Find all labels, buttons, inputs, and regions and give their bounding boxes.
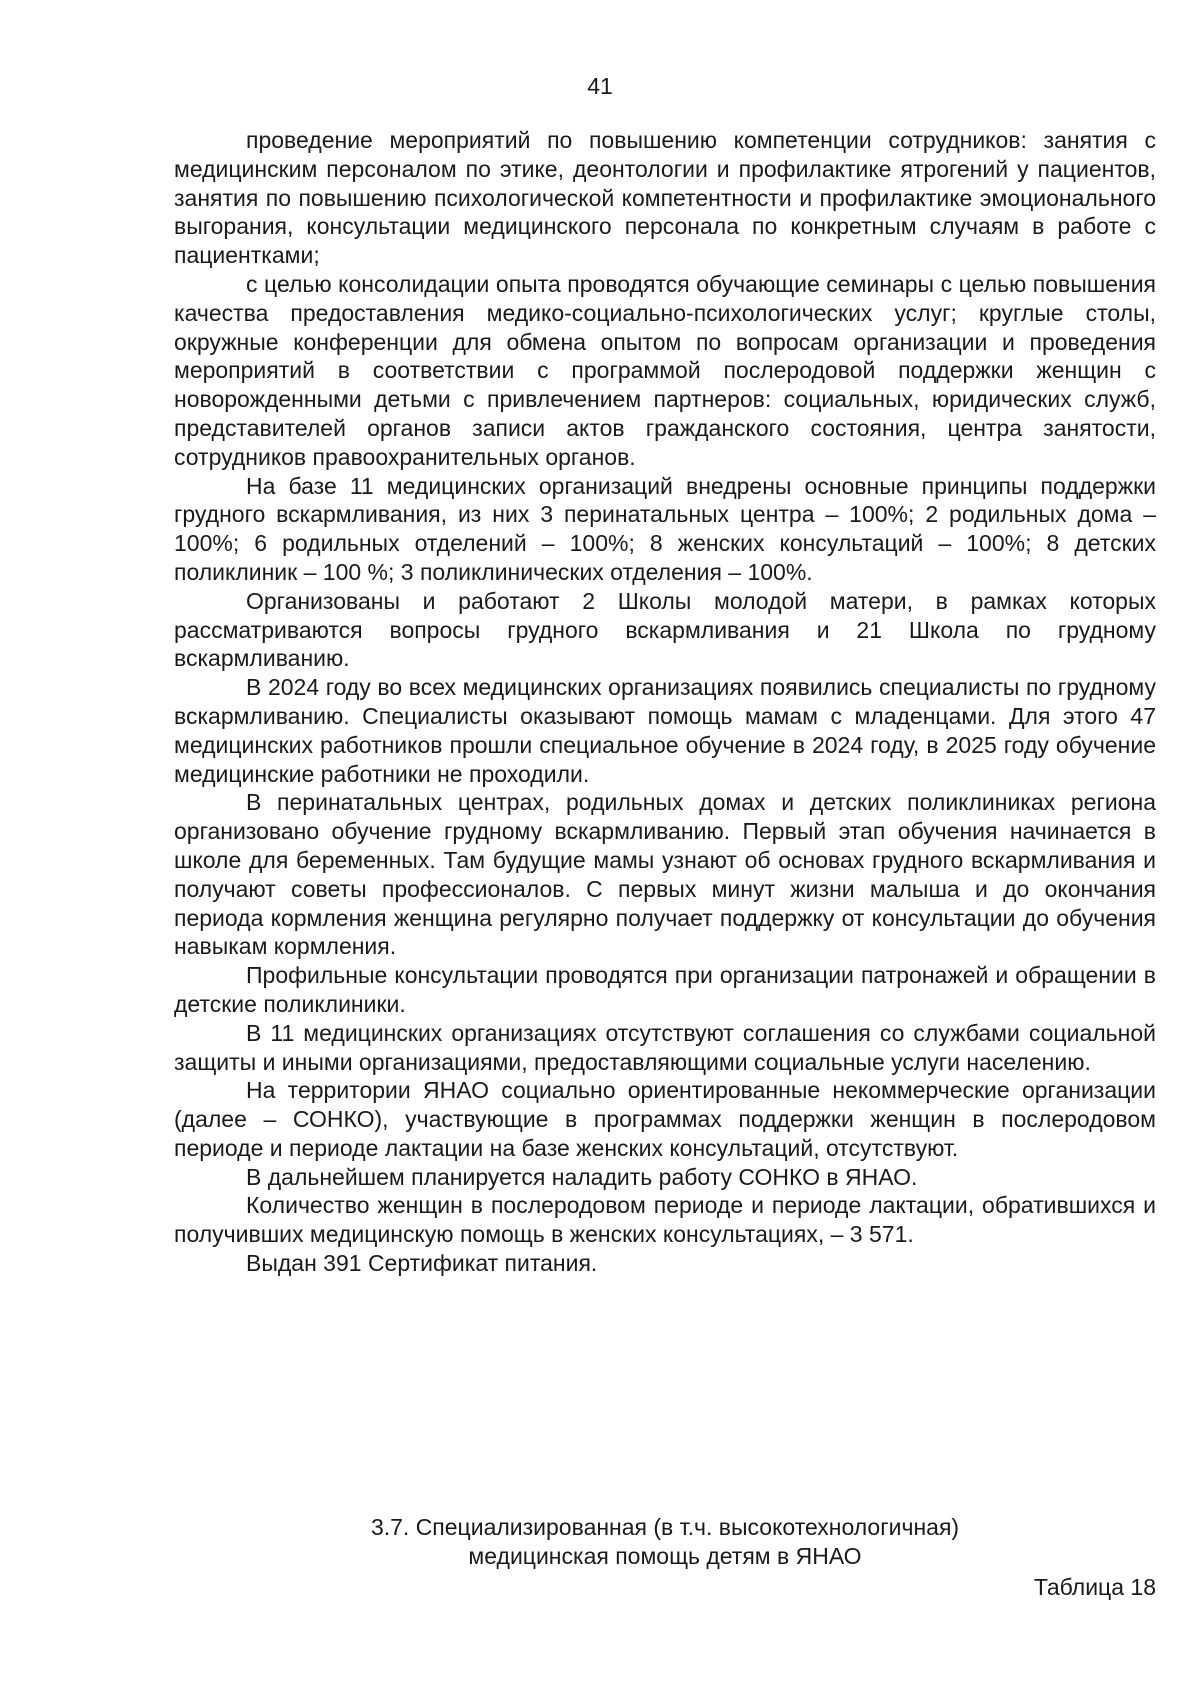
paragraph-specialists: В 2024 году во всех медицинских организациях появились специалисты по грудному вскармливанию. Специалисты оказывают помощь мамам с младенцами. Для этого 47 медицинских работников прошли специальное обучение в 2024 году, в 2025 году обучение медицинские работники не проходили.	[174, 674, 1156, 787]
paragraph-mother-schools: Организованы и работают 2 Школы молодой матери, в рамках которых рассматриваются вопросы грудного вскармливания и 21 Школа по грудному вскармливанию.	[174, 587, 1156, 672]
body-text	[174, 126, 1156, 1278]
section-heading-line-1: 3.7. Специализированная (в т.ч. высокотехнологичная)	[370, 1514, 960, 1540]
paragraph-plans: В дальнейшем планируется наладить работу СОНКО в ЯНАО.	[246, 1163, 918, 1190]
page-number: 41	[587, 73, 613, 99]
section-heading-line-2: медицинская помощь детям в ЯНАО	[468, 1542, 862, 1569]
paragraph-training: В перинатальных центрах, родильных домах и детских поликлиниках региона организовано обучение грудному вскармливанию. Первый этап обучения начинается в школе для беременных. Там будущие мамы узнают об основах грудного вскармливания и получают советы профессионалов. С первых минут жизни малыша и до окончания периода кормления женщина регулярно получает поддержку от консультации до обучения навыкам кормления.	[174, 789, 1156, 960]
table-label: Таблица 18	[1033, 1574, 1156, 1600]
paragraph-women-count: Количество женщин в послеродовом периоде и периоде лактации, обратившихся и получивших медицинскую помощь в женских консультациях, – 3 571.	[174, 1192, 1156, 1248]
paragraph-breastfeeding-principles: На базе 11 медицинских организаций внедрены основные принципы поддержки грудного вскармливания, из них 3 перинатальных центра – 100%; 2 родильных дома – 100%; 6 родильных отделений – 100%; 8 женских консультаций – 100%; 8 детских поликлиник – 100 %; 3 поликлинических отделения – 100%.	[174, 472, 1156, 585]
paragraph-sonko: На территории ЯНАО социально ориентированные некоммерческие организации (далее – СОНКО), участвующие в программах поддержки женщин в послеродовом периоде и периоде лактации на базе женских консультаций, отсутствуют.	[174, 1077, 1156, 1161]
paragraph-agreements: В 11 медицинских организациях отсутствуют соглашения со службами социальной защиты и иными организациями, предоставляющими социальные услуги населению.	[174, 1019, 1156, 1075]
paragraph-consultations: Профильные консультации проводятся при организации патронажей и обращении в детские поликлиники.	[174, 962, 1156, 1017]
paragraph-certificates: Выдан 391 Сертификат питания.	[246, 1250, 598, 1277]
section-heading	[174, 1513, 1156, 1571]
paragraph-seminars: с целью консолидации опыта проводятся обучающие семинары с целью повышения качества предоставления медико-социально-психологических услуг; круглые столы, окружные конференции для обмена опытом по вопросам организации и проведения мероприятий в соответствии с программой послеродовой поддержки женщин с новорожденными детьми с привлечением партнеров: социальных, юридических служб, представителей органов записи актов гражданского состояния, центра занятости, сотрудников правоохранительных органов.	[174, 270, 1156, 470]
paragraph-staff-competence: проведение мероприятий по повышению компетенции сотрудников: занятия с медицинским персоналом по этике, деонтологии и профилактике ятрогений у пациентов, занятия по повышению психологической компетентности и профилактике эмоционального выгорания, консультации медицинского персонала по конкретным случаям в работе с пациентками;	[174, 127, 1156, 269]
